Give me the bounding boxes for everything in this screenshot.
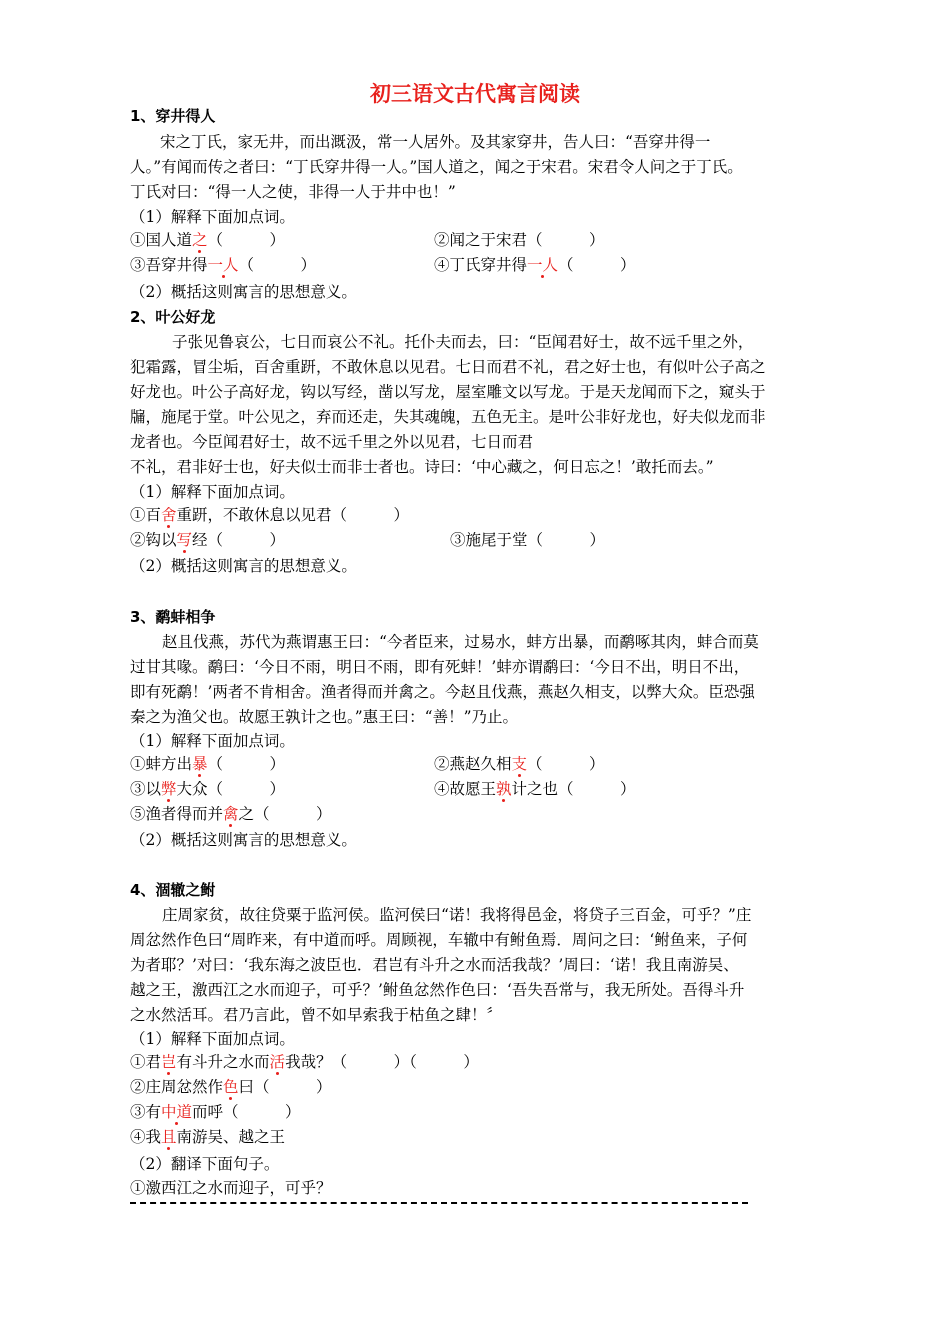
section-1-question-2: （2）概括这则寓言的思想意义。: [130, 283, 357, 301]
section-2-question-1: （1）解释下面加点词。: [130, 483, 295, 501]
section-3-item-a: ①蚌方出暴（ ）: [130, 755, 286, 773]
section-4-item-b: ②庄周忿然作色曰（ ）: [130, 1078, 332, 1096]
section-2-text-line: 牖，施尾于堂。叶公见之，弃而还走，失其魂魄，五色无主。是叶公非好龙也，好夫似龙而非: [130, 408, 766, 426]
section-4-item-a: ①君岂有斗升之水而活我哉？（ ）（ ）: [130, 1053, 479, 1071]
answer-line: [130, 1202, 748, 1204]
section-2-text-line: 不礼，君非好士也，好夫似士而非士者也。诗曰：‘中心藏之，何日忘之！’敢托而去。”: [130, 458, 714, 476]
section-2-item-a: ①百舍重趼，不敢休息以见君（ ）: [130, 506, 410, 524]
section-1-text-line: 宋之丁氏，家无井，而出溉汲，常一人居外。及其家穿井，告人曰：“吾穿井得一: [160, 133, 711, 151]
section-2-text-line: 子张见鲁哀公，七日而哀公不礼。托仆夫而去，曰：“臣闻君好士，故不远千里之外，: [172, 333, 754, 351]
section-4-item-d: ④我且南游吴、越之王: [130, 1128, 286, 1146]
section-3-text-line: 秦之为渔父也。故愿王孰计之也。”惠王曰：“善！”乃止。: [130, 708, 519, 726]
section-1-text-line: 人。”有闻而传之者曰：“丁氏穿井得一人。”国人道之，闻之于宋君。宋君令人问之于丁氏。: [130, 158, 743, 176]
section-4-text-line: 庄周家贫，故往贷粟于监河侯。监河侯曰“诺！我将得邑金，将贷子三百金，可乎？”庄: [162, 906, 752, 924]
section-2-text-line: 犯霜露，冒尘垢，百舍重趼，不敢休息以见君。七日而君不礼，君之好士也，有似叶公子高之: [130, 358, 766, 376]
section-2-question-2: （2）概括这则寓言的思想意义。: [130, 557, 357, 575]
section-2-text-line: 龙者也。今臣闻君好士，故不远千里之外以见君，七日而君: [130, 433, 534, 451]
section-2-item-c: ③施尾于堂（ ）: [450, 531, 606, 549]
section-2-item-b: ②钩以写经（ ）: [130, 531, 286, 549]
section-3-heading: 3、鹬蚌相争: [130, 608, 216, 626]
section-3-item-b: ②燕赵久相支（ ）: [434, 755, 605, 773]
section-3-text-line: 赵且伐燕，苏代为燕谓惠王曰：“今者臣来，过易水，蚌方出暴，而鹬啄其肉，蚌合而莫: [162, 633, 759, 651]
section-2-heading: 2、叶公好龙: [130, 308, 216, 326]
section-3-question-2: （2）概括这则寓言的思想意义。: [130, 831, 357, 849]
section-3-item-c: ③以弊大众（ ）: [130, 780, 286, 798]
section-1-heading: 1、穿井得人: [130, 107, 216, 125]
section-4-text-line: 为者耶？’对曰：‘我东海之波臣也．君岂有斗升之水而活我哉？’周曰：‘诺！我且南游吴、: [130, 956, 739, 974]
section-3-text-line: 过甘其喙。鹬曰：‘今日不雨，明日不雨，即有死蚌！’蚌亦谓鹬曰：‘今日不出，明日不出，: [130, 658, 750, 676]
section-4-heading: 4、涸辙之鲋: [130, 881, 216, 899]
section-2-text-line: 好龙也。叶公子高好龙，钩以写经，凿以写龙，屋室雕文以写龙。于是天龙闻而下之，窥头于: [130, 383, 766, 401]
section-4-question-2: （2）翻译下面句子。: [130, 1155, 280, 1173]
section-4-question-1: （1）解释下面加点词。: [130, 1030, 295, 1048]
section-1-text-line: 丁氏对曰：“得一人之使，非得一人于井中也！”: [130, 183, 456, 201]
section-1-item-c: ③吾穿井得一人（ ）: [130, 256, 317, 274]
section-1-item-a: ①国人道之（ ）: [130, 231, 286, 249]
section-3-item-e: ⑤渔者得而并禽之（ ）: [130, 805, 332, 823]
section-4-text-line: 周忿然作色曰“周昨来，有中道而呼。周顾视，车辙中有鲋鱼焉．周问之曰：‘鲋鱼来，子何: [130, 931, 748, 949]
section-3-question-1: （1）解释下面加点词。: [130, 732, 295, 750]
section-3-text-line: 即有死鹬！’两者不肯相舍。渔者得而并禽之。今赵且伐燕，燕赵久相支，以弊大众。臣恐强: [130, 683, 755, 701]
section-1-item-b: ②闻之于宋君（ ）: [434, 231, 605, 249]
section-1-question-1: （1）解释下面加点词。: [130, 208, 295, 226]
section-1-item-d: ④丁氏穿井得一人（ ）: [434, 256, 636, 274]
section-4-text-line: 越之王，激西江之水而迎子，可乎？’鲋鱼忿然作色曰：‘吾失吾常与，我无所处。吾得斗升: [130, 981, 745, 999]
page-title: 初三语文古代寓言阅读: [370, 82, 580, 106]
section-4-item-c: ③有中道而呼（ ）: [130, 1103, 301, 1121]
section-4-text-line: 之水然活耳。君乃言此，曾不如早索我于枯鱼之肆！〞: [130, 1006, 503, 1024]
section-4-translate-item-1: ①激西江之水而迎子，可乎？: [130, 1179, 332, 1197]
section-3-item-d: ④故愿王孰计之也（ ）: [434, 780, 636, 798]
